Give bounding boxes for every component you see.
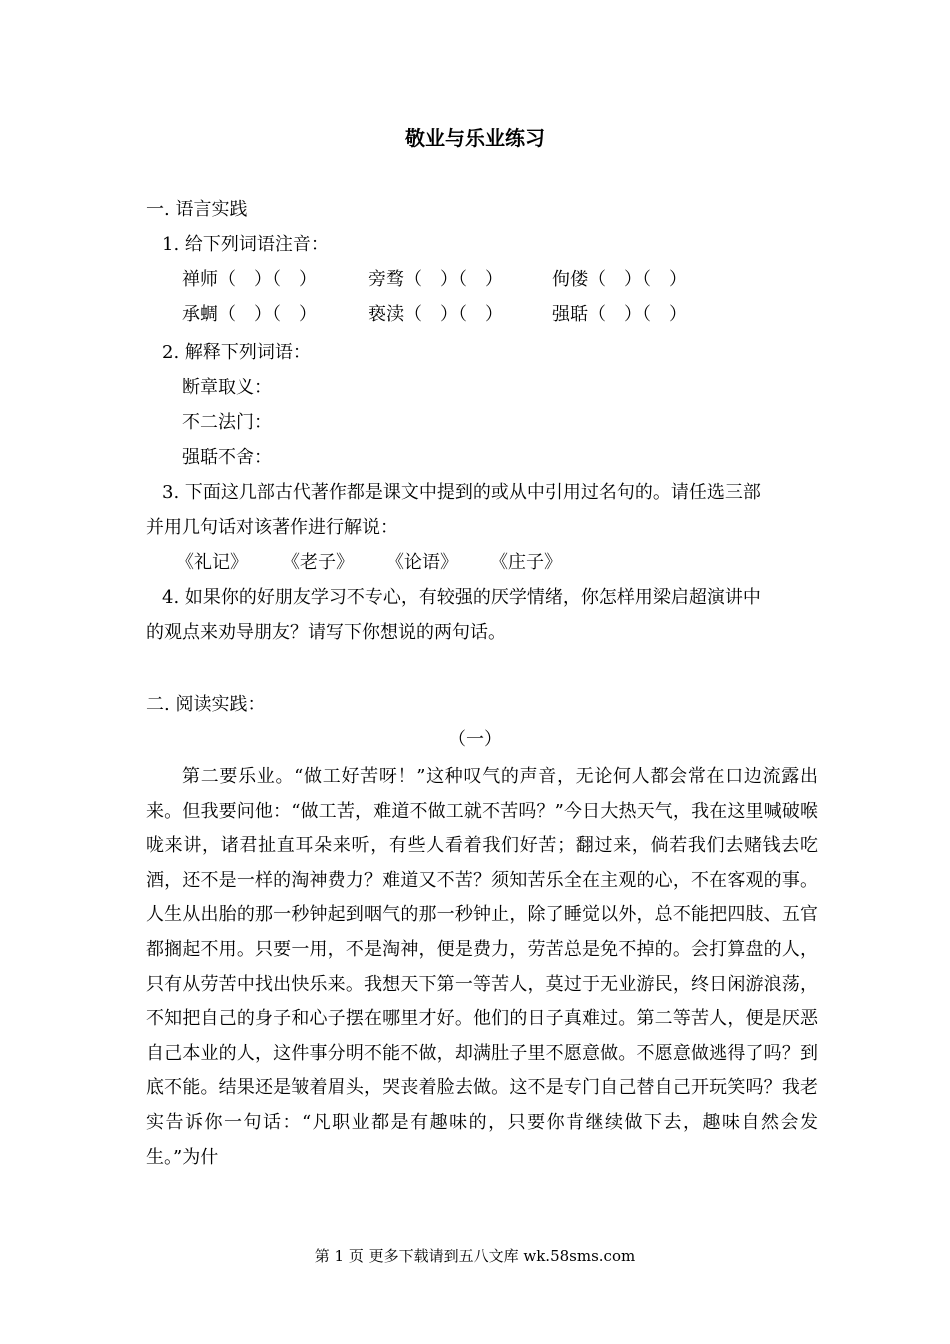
pinyin-item: 佝偻（ ）（ ） — [552, 269, 687, 290]
reading-passage — [146, 760, 818, 1175]
term-item: 断章取义： — [182, 377, 272, 398]
book-title: 《礼记》 — [176, 552, 248, 573]
question-4-line-2: 的观点来劝导朋友？请写下你想说的两句话。 — [146, 622, 506, 643]
question-1-label: 1. 给下列词语注音： — [162, 234, 329, 255]
question-4-line-1: 4. 如果你的好朋友学习不专心，有较强的厌学情绪，你怎样用梁启超演讲中 — [162, 587, 761, 608]
pinyin-item: 禅师（ ）（ ） — [182, 269, 317, 290]
question-3-line-2: 并用几句话对该著作进行解说： — [146, 517, 398, 538]
pinyin-item: 承蜩（ ）（ ） — [182, 304, 317, 325]
section-1-heading: 一. 语言实践 — [146, 199, 248, 220]
pinyin-item: 旁骛（ ）（ ） — [368, 269, 503, 290]
book-title: 《论语》 — [386, 552, 458, 573]
book-title: 《庄子》 — [490, 552, 562, 573]
passage-number: （一） — [448, 729, 502, 750]
pinyin-item: 亵渎（ ）（ ） — [368, 304, 503, 325]
book-title: 《老子》 — [282, 552, 354, 573]
question-3-line-1: 3. 下面这几部古代著作都是课文中提到的或从中引用过名句的。请任选三部 — [162, 482, 761, 503]
passage-text: 第二要乐业。“做工好苦呀！”这种叹气的声音，无论何人都会常在口边流露出来。但我要问他：“做工苦，难道不做工就不苦吗？”今日大热天气，我在这里喊破喉咙来讲，诸君扯直耳朵来听，有些人看着我们好苦；翻过来，倘若我们去赌钱去吃酒，还不是一样的淘神费力？难道又不苦？须知苦乐全在主观的心，不在客观的事。人生从出胎的那一秒钟起到咽气的那一秒钟止，除了睡觉以外，总不能把四肢、五官都搁起不用。只要一用，不是淘神，便是费力，劳苦总是免不掉的。会打算盘的人，只有从劳苦中找出快乐来。我想天下第一等苦人，莫过于无业游民，终日闲游浪荡，不知把自己的身子和心子摆在哪里才好。他们的日子真难过。第二等苦人，便是厌恶自己本业的人，这件事分明不能不做，却满肚子里不愿意做。不愿意做逃得了吗？到底不能。结果还是皱着眉头，哭丧着脸去做。这不是专门自己替自己开玩笑吗？我老实告诉你一句话：“凡职业都是有趣味的，只要你肯继续做下去，趣味自然会发生。”为什 — [146, 766, 818, 1168]
page-footer: 第 1 页 更多下载请到五八文库 wk.58sms.com — [314, 1247, 636, 1265]
page-title: 敬业与乐业练习 — [405, 126, 545, 150]
question-2-label: 2. 解释下列词语： — [162, 342, 311, 363]
section-2-heading: 二. 阅读实践： — [146, 694, 266, 715]
pinyin-item: 强聒（ ）（ ） — [552, 304, 687, 325]
term-item: 强聒不舍： — [182, 447, 272, 468]
term-item: 不二法门： — [182, 412, 272, 433]
